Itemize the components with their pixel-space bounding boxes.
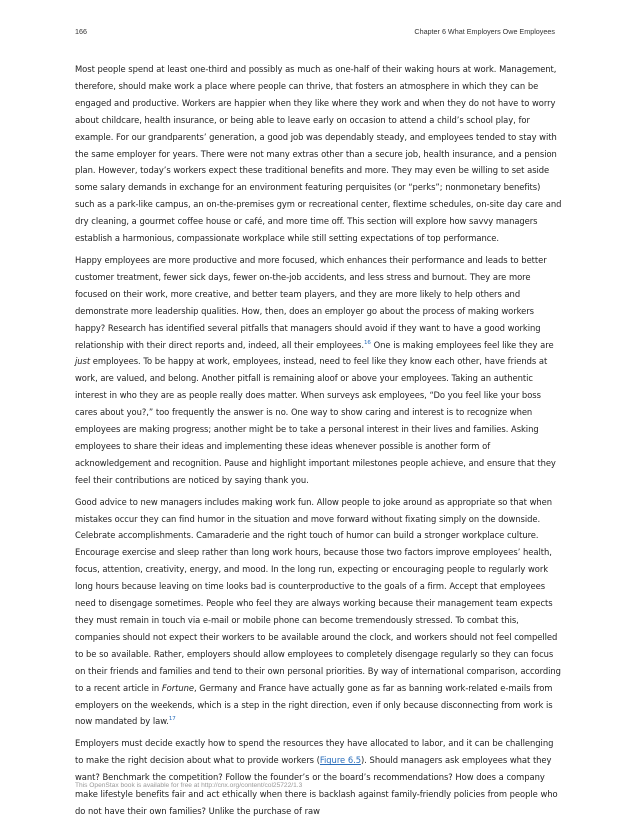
paragraph-1	[75, 61, 562, 247]
footnote-ref-17[interactable]: 17	[168, 716, 176, 723]
page-footer: This OpenStax book is available for free at http://cnx.org/content/col25722/1.3	[75, 782, 303, 789]
paragraph-text: ). Should managers ask employees what they want? Benchmark the competition? Follow the founder’s or the board’s recommendations? How does a company make lifestyle benefits fair and act ethically when there is backlash against family-friendly policies from people who do not have their own families? Unlike the purchase of raw	[75, 755, 558, 816]
chapter-title: Chapter 6 What Employers Owe Employees	[414, 27, 555, 36]
publication-title: Fortune	[161, 682, 194, 693]
paragraph-text: , Germany and France have actually gone as far as banning work-related e-mails from employers on the weekends, which is a step in the right direction, even if only because disconnecting from work is now mandated by law.	[75, 682, 553, 727]
paragraph-text: One is making employees feel like they are	[370, 339, 554, 350]
paragraph-text: Employers must decide exactly how to spend the resources they have allocated to labor, and it can be challenging to make the right decision about what to provide workers (	[75, 738, 554, 766]
paragraph-text: Most people spend at least one-third and possibly as much as one-half of their waking hours at work. Management, therefore, should make work a place where people can thrive, that fosters an atmosphere in which they can be engaged and productive. Workers are happier when they like where they work and when they do not have to worry about childcare, health insurance, or being able to leave early on occasion to attend a child’s school play, for example. For our grandparents’ generation, a good job was dependably steady, and employees tended to stay with the same employer for years. There were not many extras other than a secure job, health insurance, and a pension plan. However, today’s workers expect these traditional benefits and more. They may even be willing to set aside some salary demands in exchange for an environment featuring perquisites (or “perks”; nonmonetary benefits) such as a park-like campus, an on-the-premises gym or recreational center, flextime schedules, on-site day care and dry cleaning, a gourmet coffee house or café, and more time off. This section will explore how savvy managers establish a harmonious, compassionate workplace while still setting expectations of top performance.	[75, 64, 562, 244]
page-number: 166	[75, 27, 87, 36]
figure-link[interactable]: Figure 6.5	[319, 755, 362, 766]
paragraph-text: employees. To be happy at work, employees, instead, need to feel like they know each other, have friends at work, are valued, and belong. Another pitfall is remaining aloof or above your employees. Taking an authentic interest in who they are as people really does matter. When surveys ask employees, “Do you feel like your boss cares about you?,” too frequently the answer is no. One way to show caring and interest is to recognize when employees are making progress; another might be to take a personal interest in their lives and families. Asking employees to share their ideas and implementing these ideas whenever possible is another form of acknowledgement and recognition. Pause and highlight important milestones people achieve, and ensure that they feel their contributions are noticed by saying thank you.	[75, 356, 556, 485]
paragraph-3	[75, 494, 562, 731]
paragraph-4	[75, 735, 562, 820]
body-text	[75, 61, 562, 825]
emphasis-text: just	[75, 356, 91, 367]
paragraph-text: Happy employees are more productive and more focused, which enhances their performance and leads to better customer treatment, fewer sick days, fewer on-the-job accidents, and less stress and burnout. They are more focused on their work, more creative, and better team players, and they are more likely to help others and demonstrate more leadership qualities. How, then, does an employer go about the process of making workers happy? Research has identified several pitfalls that managers should avoid if they want to have a good working relationship with their direct reports and, indeed, all their employees.	[75, 254, 547, 350]
paragraph-2	[75, 252, 562, 489]
footnote-ref-16[interactable]: 16	[363, 339, 371, 346]
paragraph-text: Good advice to new managers includes making work fun. Allow people to joke around as appropriate so that when mistakes occur they can find humor in the situation and move forward without fixating simply on the downside. Celebrate accomplishments. Camaraderie and the right touch of humor can build a stronger workplace culture. Encourage exercise and sleep rather than long work hours, because those two factors improve employees’ health, focus, attention, creativity, energy, and mood. In the long run, expecting or encouraging people to regularly work long hours because leaving on time looks bad is counterproductive to the goals of a firm. Accept that employees need to disengage sometimes. People who feel they are always working because their management team expects they must remain in touch via e-mail or mobile phone can become tremendously stressed. To combat this, companies should not expect their workers to be available around the clock, and workers should not feel compelled to be so available. Rather, employers should allow employees to completely disengage regularly so they can focus on their friends and families and tend to their own personal priorities. By way of international comparison, according to a recent article in	[75, 496, 561, 693]
